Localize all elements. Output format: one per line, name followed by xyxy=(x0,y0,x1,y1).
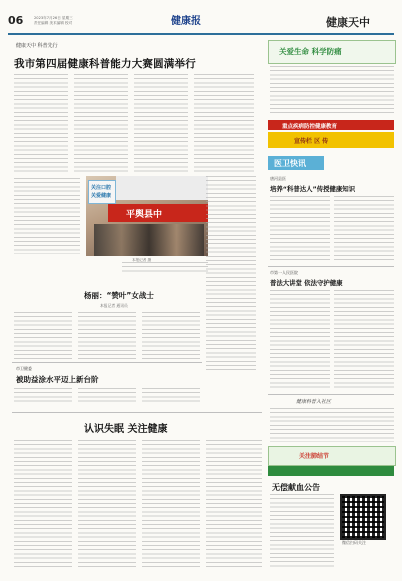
photo-caption-box xyxy=(88,180,116,204)
profile-col-3 xyxy=(142,312,200,360)
photo-caption-lines xyxy=(122,262,208,274)
header-meta-2: 责任编辑 美术编辑 校对 xyxy=(34,21,73,25)
section-tag xyxy=(268,156,324,170)
divider-4 xyxy=(268,394,394,395)
lead-text-col-3 xyxy=(134,74,188,172)
promo-box xyxy=(268,446,396,466)
profile-title: 杨丽：“赞叶”女战士 xyxy=(84,291,154,300)
page-number: 06 xyxy=(8,14,24,27)
photo-caption-title: 关注口腔 xyxy=(91,185,112,191)
promo-green-band xyxy=(268,466,394,476)
divider-1 xyxy=(12,362,202,363)
lead-text-col-4 xyxy=(194,74,254,172)
right-banner-text: 关爱生命 科学防痛 xyxy=(279,47,342,56)
small-item-col-1 xyxy=(14,388,72,404)
header-rule xyxy=(8,33,394,35)
small-item-col-2 xyxy=(78,388,136,404)
item2-col-2 xyxy=(334,290,394,390)
photo-people xyxy=(94,224,204,256)
item2-kicker: 市第一人民医院 xyxy=(270,270,298,275)
feature-title: 认识失眠 关注健康 xyxy=(84,424,168,435)
hotline-bar-text: 重点疾病防控健康教育 xyxy=(282,123,338,130)
item2-col-1 xyxy=(270,290,330,390)
profile-byline: 本报记者 通讯员 xyxy=(100,303,128,308)
lead-photo xyxy=(86,176,208,256)
section-title: 健康天中 xyxy=(326,16,370,29)
item1-title: 培养“科普达人”传授健康知识 xyxy=(270,185,356,193)
photo-tent xyxy=(116,176,208,200)
section-tag-text: 医卫快讯 xyxy=(274,159,306,168)
feature-col-4 xyxy=(206,440,262,570)
item1-col-2 xyxy=(334,196,394,262)
right-banner-text-block xyxy=(270,66,394,116)
photo-banner xyxy=(108,204,208,222)
qr-code[interactable] xyxy=(340,494,386,540)
item1-kicker: 唐河县医 xyxy=(270,176,286,181)
photo-credit: 本报记者 摄 xyxy=(132,258,152,262)
photo-banner-text: 平舆县中 xyxy=(126,210,163,220)
lead-column-label: 健康天中 科普先行 xyxy=(16,43,58,49)
divider-3 xyxy=(268,266,394,267)
lead-text-col-2 xyxy=(74,74,128,172)
profile-col-1 xyxy=(14,312,72,360)
notice-box xyxy=(268,132,394,148)
bottom-title: 无偿献血公告 xyxy=(272,483,320,492)
lead-text-col-1 xyxy=(14,74,68,172)
promo-text: 关注肺结节 xyxy=(299,453,330,460)
photo-side-text-left xyxy=(14,178,80,254)
item3-text xyxy=(270,408,394,442)
masthead-logo: 健康报 xyxy=(171,16,201,27)
photo-caption-sub: 关爱健康 xyxy=(91,193,112,199)
small-item-col-3 xyxy=(142,388,200,404)
header-meta-1: 2023年7月26日 星期三 xyxy=(34,16,73,20)
small-item-title: 被助益涂水平迈上新台阶 xyxy=(16,375,99,384)
profile-col-2 xyxy=(78,312,136,360)
divider-2 xyxy=(12,412,262,413)
feature-col-1 xyxy=(14,440,72,570)
right-banner xyxy=(268,40,396,64)
bottom-text xyxy=(270,494,334,568)
notice-box-text: 宣传栏 区 传 xyxy=(294,138,329,145)
feature-col-2 xyxy=(78,440,136,570)
qr-label: 微信扫码关注 xyxy=(342,540,366,545)
lead-headline: 我市第四届健康科普能力大赛圆满举行 xyxy=(14,58,196,70)
small-item-kicker: 市卫健委 xyxy=(16,366,32,371)
feature-col-3 xyxy=(142,440,200,570)
item1-col-1 xyxy=(270,196,330,262)
hotline-bar xyxy=(268,120,394,130)
item2-title: 普法大讲堂 依法守护健康 xyxy=(270,279,343,287)
item3-title: 健康科普入社区 xyxy=(296,399,332,405)
mid-col-text xyxy=(206,176,256,372)
